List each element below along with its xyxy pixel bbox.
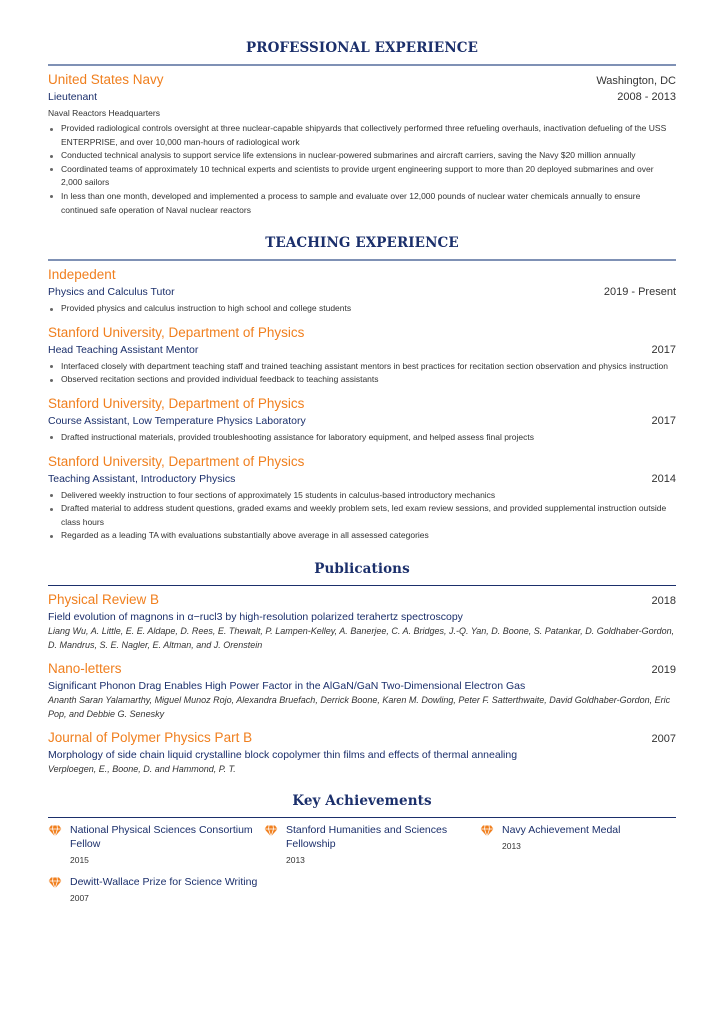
- achievements-grid: [48, 823, 676, 905]
- experience-entry: [48, 453, 676, 543]
- publication-authors: Verploegen, E., Boone, D. and Hammond, P. T.: [48, 764, 236, 775]
- experience-entry: [48, 71, 676, 217]
- section-divider: [48, 585, 676, 587]
- date-range: 2008 - 2013: [617, 91, 676, 103]
- publication-title: Significant Phonon Drag Enables High Power Factor in the AlGaN/GaN Two-Dimensional Electron Gas: [48, 680, 526, 693]
- bullet-list: [48, 122, 676, 217]
- bullet-item: Provided radiological controls oversight at three nuclear-capable shipyards that collectively performed three refueling overhauls, inactivation defueling of the USS ENTERPRISE, and over 10,000 man-hours of radiological work: [48, 122, 676, 149]
- department: Naval Reactors Headquarters: [48, 108, 160, 118]
- publication-authors: Liang Wu, A. Little, E. E. Aldape, D. Rees, E. Thewalt, P. Lampen-Kelley, A. Banerjee, C. A. Bridges, J.-Q. Yan, D. Boone, S. Patankar, D. Goldhaber-Gordon, D. Mandrus, S. E. Nagler, E. Altman, and J. Orenstein: [48, 626, 675, 650]
- company-name: Indepedent: [48, 267, 116, 283]
- achievement-item: [48, 875, 264, 905]
- diamond-icon: [48, 877, 62, 889]
- job-title: Head Teaching Assistant Mentor: [48, 343, 199, 356]
- journal-name: Nano-letters: [48, 661, 122, 677]
- section-divider: [48, 817, 676, 819]
- job-title: Lieutenant: [48, 91, 98, 103]
- section-title-teaching: TEACHING EXPERIENCE: [265, 235, 459, 252]
- company-name: Stanford University, Department of Physics: [48, 324, 305, 340]
- achievement-item: [480, 823, 676, 867]
- diamond-icon: [264, 825, 278, 837]
- resume-page: [48, 38, 676, 905]
- journal-name: Physical Review B: [48, 592, 160, 608]
- achievement-year: 2015: [70, 855, 89, 866]
- publications-section: [48, 559, 676, 777]
- achievement-name: Stanford Humanities and Sciences Fellowship: [286, 824, 448, 851]
- bullet-item: Drafted instructional materials, provided troubleshooting assistance for laboratory equipment, and helped assess final projects: [48, 431, 676, 445]
- diamond-icon: [480, 825, 494, 837]
- job-title: Physics and Calculus Tutor: [48, 286, 175, 299]
- section-divider: [48, 64, 676, 66]
- company-name: United States Navy: [48, 72, 164, 87]
- publication-authors: Ananth Saran Yalamarthy, Miguel Munoz Rojo, Alexandra Bruefach, Derrick Boone, Karen M. Dowling, Peter F. Satterthwaite, David Goldhaber-Gordon, Eric Pop, and Debbie G. Senesky: [48, 695, 671, 719]
- achievement-item: [264, 823, 480, 867]
- job-title: Teaching Assistant, Introductory Physics: [48, 472, 236, 485]
- section-divider: [48, 259, 676, 261]
- bullet-item: In less than one month, developed and implemented a process to sample and evaluate over 12,000 pounds of nuclear water chemicals annually to ensure continued safe operation of Naval nuclear reactors: [48, 190, 676, 217]
- publication-title: Field evolution of magnons in α−rucl3 by high-resolution polarized terahertz spectroscopy: [48, 611, 463, 624]
- publication-entry: [48, 660, 676, 721]
- publication-entry: [48, 729, 676, 777]
- professional-experience-section: [48, 38, 676, 217]
- section-title-professional: PROFESSIONAL EXPERIENCE: [246, 40, 478, 56]
- bullet-item: Provided physics and calculus instruction to high school and college students: [48, 302, 676, 316]
- bullet-list: [48, 489, 676, 543]
- company-name: Stanford University, Department of Physics: [48, 453, 305, 469]
- experience-entry: [48, 266, 676, 316]
- teaching-experience-section: [48, 233, 676, 543]
- achievement-name: Navy Achievement Medal: [502, 824, 621, 837]
- date-range: 2017: [651, 343, 676, 356]
- publication-entry: [48, 591, 676, 652]
- experience-entry: [48, 395, 676, 445]
- publication-title: Morphology of side chain liquid crystalline block copolymer thin films and effects of thermal annealing: [48, 749, 518, 762]
- bullet-list: [48, 431, 676, 445]
- bullet-item: Drafted material to address student questions, graded exams and weekly problem sets, led exam review sessions, and provided supplemental instruction outside class hours: [48, 502, 676, 529]
- bullet-item: Conducted technical analysis to support service life extensions in nuclear-powered submarines and aircraft carriers, saving the Navy $20 million annually: [48, 149, 676, 163]
- achievement-name: Dewitt-Wallace Prize for Science Writing: [70, 876, 258, 889]
- location: Washington, DC: [596, 75, 676, 87]
- date-range: 2019 - Present: [603, 286, 676, 299]
- journal-name: Journal of Polymer Physics Part B: [48, 730, 253, 746]
- bullet-item: Observed recitation sections and provided individual feedback to teaching assistants: [48, 373, 676, 387]
- bullet-list: [48, 360, 676, 387]
- achievement-year: 2013: [286, 855, 305, 866]
- bullet-list: [48, 302, 676, 316]
- achievement-item: [48, 823, 264, 867]
- achievement-year: 2007: [70, 893, 89, 904]
- key-achievements-section: [48, 791, 676, 906]
- bullet-item: Coordinated teams of approximately 10 technical experts and scientists to provide urgent engineering support to more than 20 deployed submarines and over 2,000 sailors: [48, 163, 676, 190]
- bullet-item: Interfaced closely with department teaching staff and trained teaching assistant mentors in best practices for recitation section observation and physics instruction: [48, 360, 676, 374]
- experience-entry: [48, 324, 676, 387]
- job-title: Course Assistant, Low Temperature Physics Laboratory: [48, 414, 306, 427]
- section-title-achievements: Key Achievements: [292, 792, 432, 809]
- publication-year: 2019: [651, 664, 676, 677]
- achievement-name: National Physical Sciences Consortium Fellow: [70, 824, 253, 851]
- company-name: Stanford University, Department of Physics: [48, 395, 305, 411]
- publication-year: 2007: [651, 733, 676, 746]
- bullet-item: Delivered weekly instruction to four sections of approximately 15 students in calculus-based introductory mechanics: [48, 489, 676, 503]
- date-range: 2014: [651, 472, 676, 485]
- date-range: 2017: [651, 414, 676, 427]
- diamond-icon: [48, 825, 62, 837]
- section-title-publications: Publications: [314, 560, 410, 577]
- achievement-year: 2013: [502, 841, 521, 852]
- bullet-item: Regarded as a leading TA with evaluations substantially above average in all assessed categories: [48, 529, 676, 543]
- publication-year: 2018: [651, 595, 676, 608]
